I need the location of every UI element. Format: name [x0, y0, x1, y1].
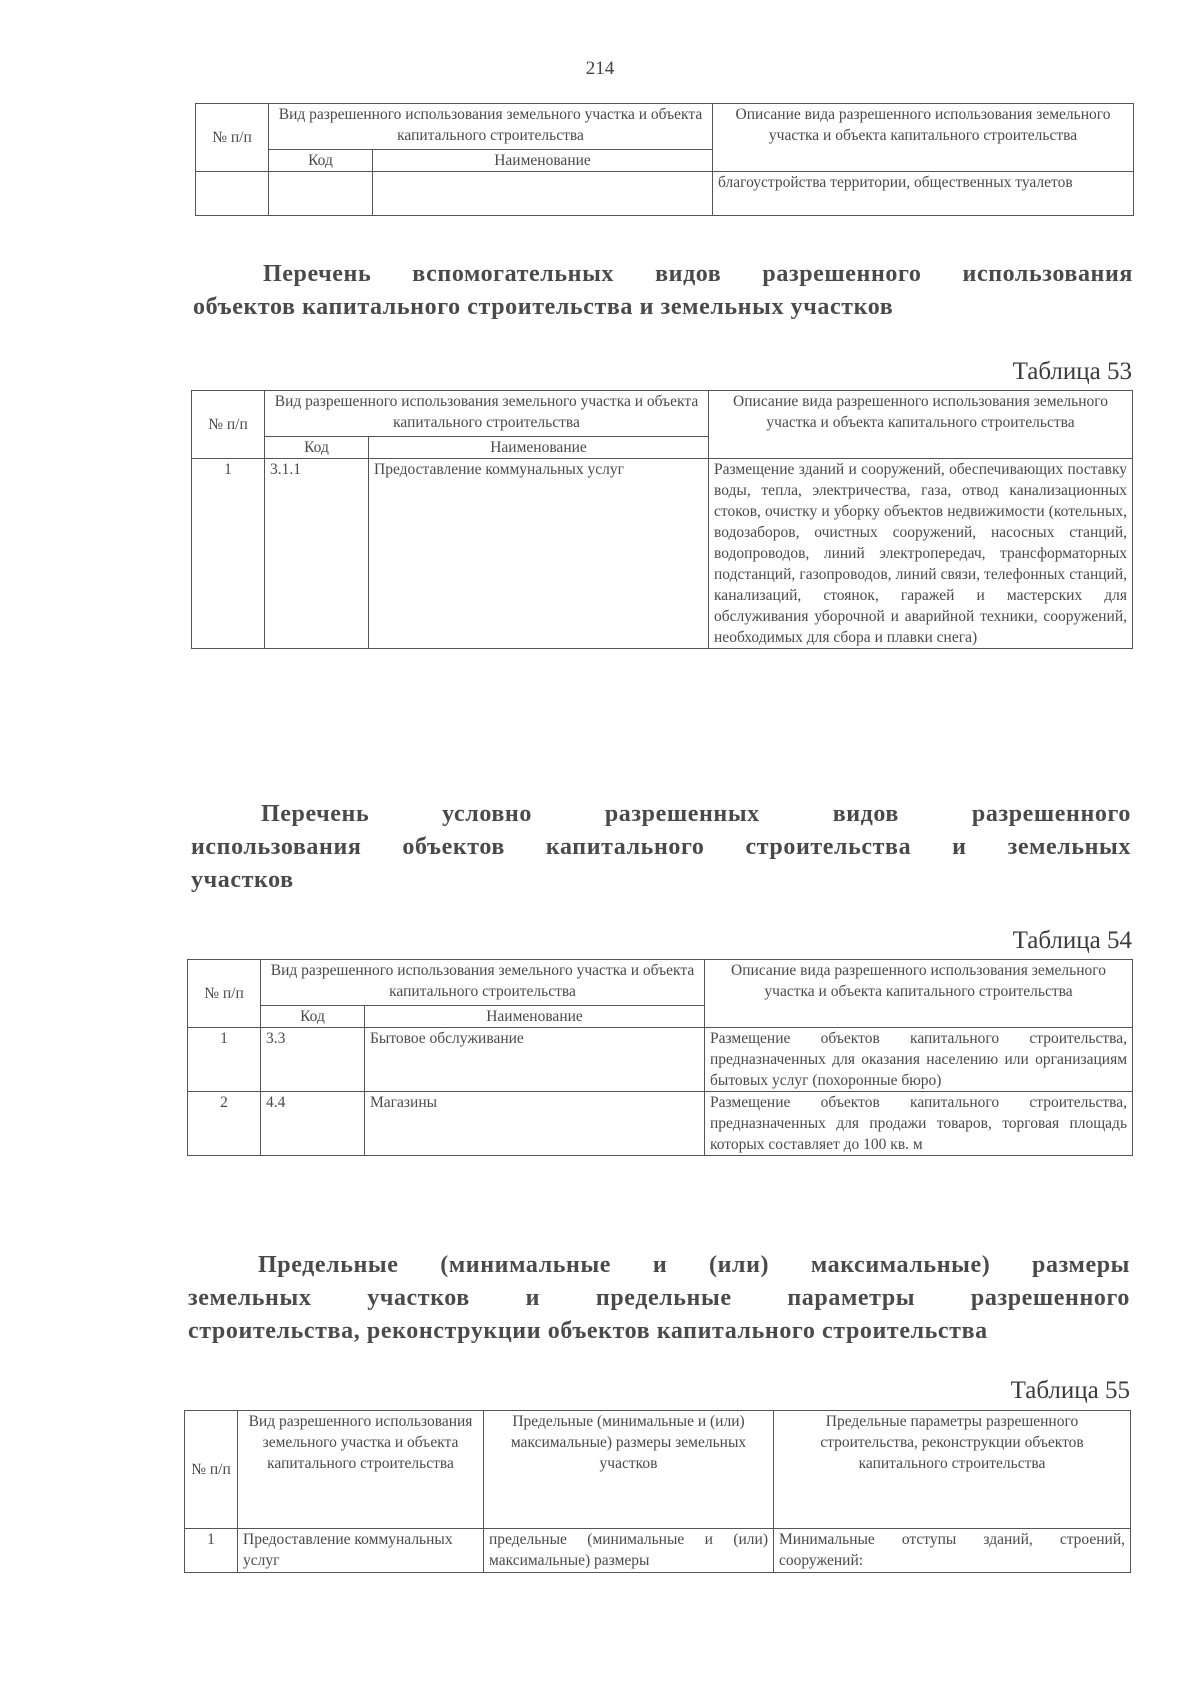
heading-line: строительства, реконструкции объектов капитального строительства — [188, 1318, 988, 1344]
cell-desc: благоустройства территории, общественных туалетов — [713, 172, 1134, 216]
cell-num: 2 — [188, 1092, 261, 1156]
table-caption: Таблица 53 — [1012, 358, 1132, 385]
cell-code — [269, 172, 373, 216]
cell-code: 3.3 — [261, 1028, 365, 1092]
table-53 — [191, 390, 1133, 649]
cell-sizes: предельные (минимальные и (или) максимальные) размеры — [484, 1529, 774, 1573]
header-params: Предельные параметры разрешенного строительства, реконструкции объектов капитального строительства — [774, 1411, 1131, 1529]
cell-code: 4.4 — [261, 1092, 365, 1156]
cell-desc: Размещение объектов капитального строительства, предназначенных для продажи товаров, торговая площадь которых составляет до 100 кв. м — [705, 1092, 1133, 1156]
table-row — [188, 1028, 1133, 1092]
header-name: Наименование — [373, 150, 713, 172]
heading-conditional-uses — [191, 798, 1131, 897]
cell-desc: Размещение зданий и сооружений, обеспечивающих поставку воды, тепла, электричества, газа, отвод канализационных стоков, очистку и уборку объектов недвижимости (котельных, водозаборов, очистных сооружений, насосных станций, водопроводов, линий электропередач, трансформаторных подстанций, газопроводов, линий связи, телефонных станций, канализаций, стоянок, гаражей и мастерских для обслуживания уборочной и аварийной техники, сооружений, необходимых для сбора и плавки снега) — [709, 459, 1133, 649]
header-vid: Вид разрешенного использования земельного участка и объекта капитального строительства — [238, 1411, 484, 1529]
header-desc: Описание вида разрешенного использования земельного участка и объекта капитального строительства — [713, 104, 1134, 172]
cell-name: Магазины — [365, 1092, 705, 1156]
table-caption: Таблица 55 — [1010, 1377, 1130, 1404]
header-name: Наименование — [365, 1006, 705, 1028]
header-name: Наименование — [369, 437, 709, 459]
header-vid: Вид разрешенного использования земельного участка и объекта капитального строительства — [265, 391, 709, 437]
header-vid: Вид разрешенного использования земельного участка и объекта капитального строительства — [269, 104, 713, 150]
table-55 — [184, 1410, 1131, 1573]
header-num: № п/п — [188, 960, 261, 1028]
header-desc: Описание вида разрешенного использования земельного участка и объекта капитального строительства — [705, 960, 1133, 1028]
header-code: Код — [261, 1006, 365, 1028]
cell-name: Бытовое обслуживание — [365, 1028, 705, 1092]
heading-line: объектов капитального строительства и земельных участков — [193, 294, 894, 320]
header-code: Код — [269, 150, 373, 172]
heading-auxiliary-uses — [193, 258, 1133, 324]
table-54 — [187, 959, 1133, 1156]
table-continuation — [195, 103, 1134, 216]
header-num: № п/п — [192, 391, 265, 459]
table-row — [188, 1092, 1133, 1156]
header-sizes: Предельные (минимальные и (или) максимальные) размеры земельных участков — [484, 1411, 774, 1529]
table-row — [192, 459, 1133, 649]
heading-line: Перечень вспомогательных видов разрешенного использования — [263, 261, 1133, 287]
cell-num: 1 — [185, 1529, 238, 1573]
header-vid: Вид разрешенного использования земельного участка и объекта капитального строительства — [261, 960, 705, 1006]
cell-code: 3.1.1 — [265, 459, 369, 649]
heading-line: земельных участков и предельные параметры разрешенного — [188, 1285, 1130, 1311]
cell-vid: Предоставление коммунальных услуг — [238, 1529, 484, 1573]
page-number: 214 — [585, 58, 615, 79]
cell-num — [196, 172, 269, 216]
table-caption: Таблица 54 — [1012, 927, 1132, 954]
header-num: № п/п — [196, 104, 269, 172]
heading-line: Предельные (минимальные и (или) максимальные) размеры — [258, 1252, 1130, 1278]
heading-limit-parameters — [188, 1249, 1130, 1348]
table-row — [185, 1529, 1131, 1573]
heading-line: Перечень условно разрешенных видов разрешенного — [261, 801, 1131, 827]
cell-num: 1 — [188, 1028, 261, 1092]
cell-num: 1 — [192, 459, 265, 649]
header-code: Код — [265, 437, 369, 459]
header-num: № п/п — [185, 1411, 238, 1529]
cell-desc: Размещение объектов капитального строительства, предназначенных для оказания населению или организациям бытовых услуг (похоронные бюро) — [705, 1028, 1133, 1092]
heading-line: участков — [191, 867, 294, 893]
header-desc: Описание вида разрешенного использования земельного участка и объекта капитального строительства — [709, 391, 1133, 459]
cell-name: Предоставление коммунальных услуг — [369, 459, 709, 649]
cell-params: Минимальные отступы зданий, строений, сооружений: — [774, 1529, 1131, 1573]
heading-line: использования объектов капитального строительства и земельных — [191, 834, 1131, 860]
cell-name — [373, 172, 713, 216]
